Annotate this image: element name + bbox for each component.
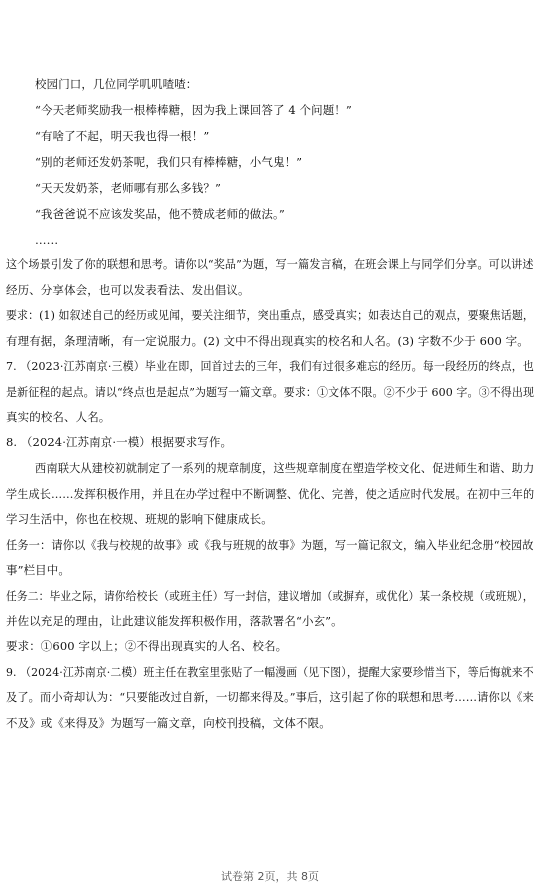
dialog-line: “别的老师还发奶茶呢，我们只有棒棒糖，小气鬼！” [35, 155, 303, 169]
page-footer: 试卷第 2页，共 8页 [221, 870, 319, 883]
prompt-text: 经历、分享体会，也可以发表看法、发出倡议。 [6, 283, 250, 297]
question-9-text: 及了。而小奇却认为：“只要能改过自新，一切都来得及。”事后，这引起了你的联想和思考……请你以《来 [6, 690, 534, 704]
question-9-text: 不及》或《来得及》为题写一篇文章，向校刊投稿，文体不限。 [6, 716, 331, 730]
question-7-text: 真实的校名、人名。 [6, 410, 111, 424]
dialog-line: “今天老师奖励我一根棒棒糖，因为我上课回答了 4 个问题！” [35, 103, 352, 117]
question-8-material: 学习生活中，你也在校规、班规的影响下健康成长。 [6, 512, 273, 526]
ellipsis: …… [35, 233, 59, 247]
question-8: 8. （2024·江苏南京·一模）根据要求写作。 [6, 435, 233, 449]
question-8-requirements: 要求：①600 字以上；②不得出现真实的人名、校名。 [6, 639, 288, 653]
dialog-line: “天天发奶茶，老师哪有那么多钱？” [35, 181, 221, 195]
question-8-material: 学生成长……发挥积极作用，并且在办学过程中不断调整、优化、完善，使之适应时代发展。在初中三年的 [6, 487, 535, 501]
scene-intro: 校园门口，几位同学叽叽喳喳： [35, 77, 198, 91]
task-one: 事”栏目中。 [6, 563, 70, 577]
question-7-text: 是新征程的起点。请以“终点也是起点”为题写一篇文章。要求：①文体不限。②不少于 600 字。③不得出现 [6, 385, 535, 399]
dialog-line: “有啥了不起，明天我也得一根！” [35, 129, 210, 143]
question-8-material: 西南联大从建校初就制定了一系列的规章制度，这些规章制度在塑造学校文化、促进师生和谐、助力 [35, 461, 535, 475]
requirements-text: 有理有据，条理清晰，有一定说服力。(2) 文中不得出现真实的校名和人名。(3) 字数不少于 600 字。 [6, 334, 529, 348]
requirements-text: 要求：(1) 如叙述自己的经历或见闻，要关注细节，突出重点，感受真实；如表达自己的观点，要聚焦话题， [6, 308, 534, 322]
dialog-line: “我爸爸说不应该发奖品，他不赞成老师的做法。” [35, 207, 285, 221]
question-9: 9. （2024·江苏南京·二模）班主任在教室里张贴了一幅漫画（见下图），提醒大家要珍惜当下，等后悔就来不 [6, 665, 534, 679]
question-7: 7. （2023·江苏南京·三模）毕业在即，回首过去的三年，我们有过很多难忘的经历。每一段经历的终点，也 [6, 359, 534, 373]
task-two: 任务二：毕业之际，请你给校长（或班主任）写一封信，建议增加（或摒弃，或优化）某一条校规（或班规）， [6, 589, 534, 603]
task-one: 任务一：请你以《我与校规的故事》或《我与班规的故事》为题，写一篇记叙文，编入毕业纪念册“校园故 [6, 538, 534, 552]
task-two: 并佐以充足的理由，让此建议能发挥积极作用，落款署名“小玄”。 [6, 614, 343, 628]
prompt-text: 这个场景引发了你的联想和思考。请你以“奖品”为题，写一篇发言稿，在班会课上与同学们分享。可以讲述 [6, 257, 534, 271]
